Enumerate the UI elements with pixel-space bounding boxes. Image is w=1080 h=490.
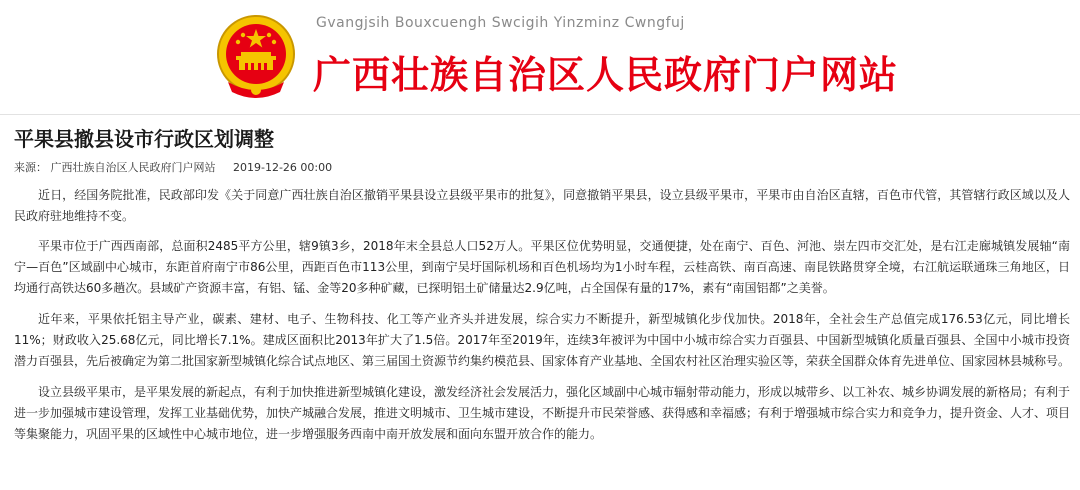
article-date: 2019-12-26 00:00 (233, 161, 333, 174)
site-roman-name: Gvangjsih Bouxcuengh Swcigih Yinzminz Cwngfuj (316, 15, 685, 31)
article-paragraph: 近年来，平果依托铝主导产业，碳素、建材、电子、生物科技、化工等产业齐头并进发展，综合实力不断提升，新型城镇化步伐加快。2018年，全社会生产总值完成176.53亿元，同比增长11%；财政收入25.68亿元，同比增长7.1%。建成区面积比2013年扩大了1.5倍。2017年至2019年，连续3年被评为中国中小城市综合实力百强县、中国新型城镇化质量百强县、全国中小城市投资潜力百强县，先后被确定为第二批国家新型城镇化综合试点地区、第三届国土资源节约集约模范县、国家体育产业基地、全国农村社区治理实验区等，荣获全国群众体育先进单位、国家园林县城称号。 (14, 312, 1071, 368)
article-paragraph: 平果市位于广西西南部，总面积2485平方公里，辖9镇3乡，2018年末全县总人口52万人。平果区位优势明显，交通便捷，处在南宁、百色、河池、崇左四市交汇处，是右江走廊城镇发展轴“南宁—百色”区域副中心城市，东距首府南宁市86公里，西距百色市113公里，到南宁吴圩国际机场和百色机场均为1小时车程，云桂高铁、南百高速、南昆铁路贯穿全境，右江航运联通珠三角地区，日均通行高铁达60多趟次。县域矿产资源丰富，有铝、锰、金等20多种矿藏，已探明铝土矿储量达2.9亿吨，占全国保有量的17%，素有“南国铝都”之美誉。 (14, 239, 1070, 295)
national-emblem-icon[interactable] (214, 12, 298, 100)
article-paragraph: 近日，经国务院批准，民政部印发《关于同意广西壮族自治区撤销平果县设立县级平果市的批复》，同意撤销平果县，设立县级平果市，平果市由自治区直辖，百色市代管，其管辖行政区域以及人民政府驻地维持不变。 (14, 188, 1070, 223)
article-paragraph: 设立县级平果市，是平果发展的新起点，有利于加快推进新型城镇化建设，激发经济社会发展活力，强化区域副中心城市辐射带动能力，形成以城带乡、以工补农、城乡协调发展的新格局；有利于进一步加强城市建设管理，发挥工业基础优势，加快产城融合发展，推进文明城市、卫生城市建设，不断提升市民荣誉感、获得感和幸福感；有利于增强城市综合实力和竞争力，提升资金、人才、项目等集聚能力，巩固平果的区域性中心城市地位，进一步增强服务西南中南开放发展和面向东盟开放合作的能力。 (14, 385, 1071, 441)
site-header (0, 0, 1080, 112)
article (14, 124, 1070, 445)
site-name[interactable]: 广西壮族自治区人民政府门户网站 (313, 53, 899, 97)
article-meta (14, 160, 1070, 176)
header-divider (0, 114, 1080, 115)
article-source: 来源： 广西壮族自治区人民政府门户网站 (14, 161, 216, 174)
article-title: 平果县撤县设市行政区划调整 (14, 127, 274, 151)
